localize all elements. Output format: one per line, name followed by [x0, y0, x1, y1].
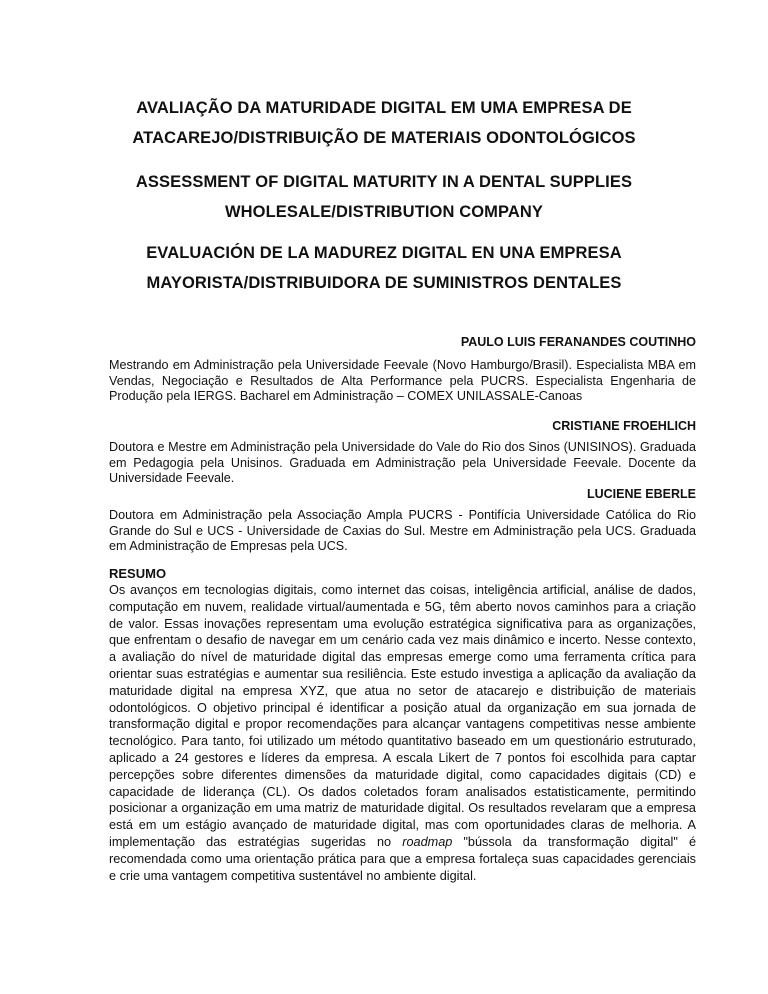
abstract-text-part-2: "bússola da transformação digital" é recomendada como uma orientação prática para que a empresa fortaleça suas capacidades gerenciais e crie uma vantagem competitiva sustentável no ambiente digital.: [109, 834, 697, 883]
author-bio-3: Doutora em Administração pela Associação Ampla PUCRS - Pontifícia Universidade Católica do Rio Grande do Sul e UCS - Universidade de Caxias do Sul. Mestre em Administração pela UCS. Graduada em Administração de Empresas pela UCS.: [109, 508, 696, 553]
abstract-text-part-1: Os avanços em tecnologias digitais, como internet das coisas, inteligência artificial, análise de dados, computação em nuvem, realidade virtual/aumentada e 5G, têm aberto novos caminhos para a criação de valor. Essas inovações representam uma evolução estratégica significativa para as organizações, que enfrentam o desafio de navegar em um cenário cada vez mais dinâmico e incerto. Nesse contexto, a avaliação do nível de maturidade digital das empresas emerge como uma ferramenta crítica para orientar suas estratégias e aumentar sua resiliência. Este estudo investiga a aplicação da avaliação da maturidade digital na empresa XYZ, que atua no setor de atacarejo e distribuição de materiais odontológicos. O objetivo principal é identificar a posição atual da organização em sua jornada de transformação digital e propor recomendações para alcançar vantagens competitivas nesse ambiente tecnológico. Para tanto, foi utilizado um método quantitativo baseado em um questionário estruturado, aplicado a 24 gestores e líderes da empresa. A escala Likert de 7 pontos foi escolhida para captar percepções sobre diferentes dimensões da maturidade digital, como capacidades digitais (CD) e capacidade de liderança (CL). Os dados coletados foram analisados estatisticamente, permitindo posicionar a organização em uma matriz de maturidade digital. Os resultados revelaram que a empresa está em um estágio avançado de maturidade digital, mas com oportunidades claras de melhoria. A implementação das estratégias sugeridas no: [109, 583, 696, 849]
title-spanish: EVALUACIÓN DE LA MADUREZ DIGITAL EN UNA EMPRESA MAYORISTA/DISTRIBUIDORA DE SUMINISTROS DENTALES: [146, 244, 622, 292]
author-name-1: PAULO LUIS FERANANDES COUTINHO: [460, 335, 696, 349]
title-portuguese: AVALIAÇÃO DA MATURIDADE DIGITAL EM UMA EMPRESA DE ATACAREJO/DISTRIBUIÇÃO DE MATERIAIS ODONTOLÓGICOS: [132, 99, 636, 147]
author-bio-2: Doutora e Mestre em Administração pela Universidade do Vale do Rio dos Sinos (UNISINOS). Graduada em Pedagogia pela Unisinos. Graduada em Administração pela Universidade Feevale. Docente da Universidade Feevale.: [109, 440, 696, 485]
author-name-2: CRISTIANE FROEHLICH: [552, 419, 696, 433]
abstract-heading: RESUMO: [109, 566, 167, 581]
author-bio-1: Mestrando em Administração pela Universidade Feevale (Novo Hamburgo/Brasil). Especialista MBA em Vendas, Negociação e Resultados de Alta Performance pela PUCRS. Especialista Engenharia de Produção pela IERGS. Bacharel em Administração – COMEX UNILASSALE-Canoas: [109, 358, 696, 403]
author-name-3: LUCIENE EBERLE: [586, 487, 696, 501]
abstract-body: [109, 582, 696, 884]
title-english: ASSESSMENT OF DIGITAL MATURITY IN A DENTAL SUPPLIES WHOLESALE/DISTRIBUTION COMPANY: [135, 173, 633, 221]
abstract-italic-term: roadmap: [402, 834, 453, 849]
